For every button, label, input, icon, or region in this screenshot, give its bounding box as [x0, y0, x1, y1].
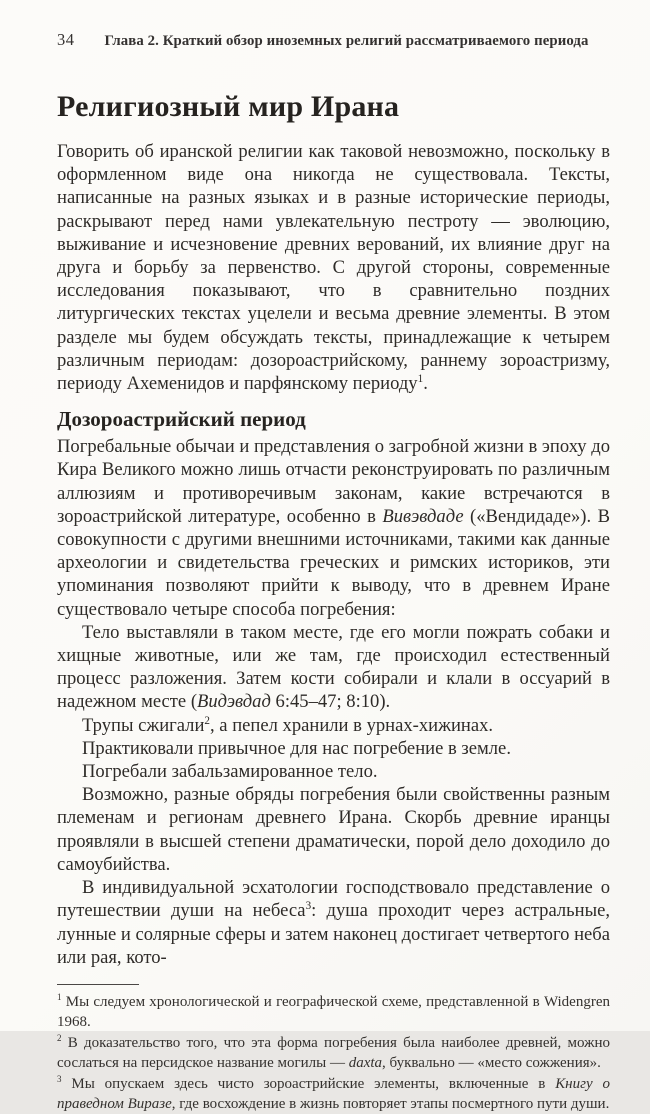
footnote-marker: 3 [57, 1073, 62, 1084]
italic-term: Видэвдад [197, 691, 271, 713]
text-run: , а пепел хранили в урнах-хижинах. [210, 714, 494, 736]
text-run: Погребали забальзамированное тело. [82, 761, 378, 783]
text-run: Мы опускаем здесь чисто зороастрийские элементы, включенные в [61, 1075, 556, 1092]
italic-term: Книгу о праведном Виразе [57, 1075, 610, 1112]
paragraph [57, 435, 610, 621]
italic-term: Вивэвдаде [382, 505, 464, 527]
paragraph [57, 621, 610, 714]
footnote-marker: 3 [305, 900, 312, 913]
running-head-title: Глава 2. Краткий обзор иноземных религий рассматриваемого периода [104, 33, 589, 49]
text-run: В доказательство того, что эта форма погребения была наиболее древней, можно сослаться на персидское название могилы — [57, 1034, 610, 1072]
paragraph [57, 760, 610, 783]
text-run: , буквально — «место сожжения». [382, 1055, 601, 1072]
footnote [57, 1074, 610, 1114]
text-run: («Вендидаде»). В совокупности с другими внешними источниками, такими как данные археологии и свидетельства греческих и римских историков, эти упоминания позволяют прийти к выводу, что в древнем Иране существовало четыре способа погребения: [57, 505, 610, 620]
text-run: 6:45–47; 8:10). [270, 691, 391, 713]
footnote-marker: 2 [204, 714, 210, 727]
text-run: Тело выставляли в таком месте, где его могли пожрать собаки и хищные животные, или же там, где происходил естественный процесс разложения. Затем кости собирали и клали в оссуарий в надежном месте ( [57, 621, 610, 713]
footnote-marker: 1 [57, 991, 62, 1002]
text-run: Возможно, разные обряды погребения были свойственны разным племенам и регионам древнего Ирана. Скорбь древние иранцы проявляли в высшей степени драматически, порой дело доходило до самоубийства. [57, 784, 610, 875]
footnote-marker: 1 [417, 372, 424, 385]
footnotes-section [57, 984, 610, 1114]
paragraph [57, 140, 610, 395]
page-number: 34 [57, 30, 75, 49]
text-run: , где восхождение в жизнь повторяет этапы посмертного пути души. [171, 1095, 610, 1112]
paragraph [57, 714, 610, 737]
running-header [57, 30, 610, 51]
page-title: Религиозный мир Ирана [57, 90, 400, 123]
text-run: Мы следуем хронологической и географической схеме, представленной в Widengren 1968. [57, 993, 610, 1031]
footnote-separator [57, 984, 139, 985]
text-run: В индивидуальной эсхатологии господствовало представление о путешествии души на небеса [57, 877, 610, 922]
italic-term: daxta [348, 1055, 383, 1072]
text-run: Практиковали привычное для нас погребение в земле. [82, 737, 511, 759]
paragraph [57, 783, 610, 876]
text-run: Говорить об иранской религии как таковой невозможно, поскольку в оформленном виде она никогда не существовала. Тексты, написанные на разных языках и в разные исторические периоды, раскрывают перед нами увлекательную пестроту — эволюцию, выживание и исчезновение древних верований, их влияние друг на друга и борьбу за первенство. С другой стороны, современные исследования показывают, что в сравнительно поздних литургических текстах уцелели и весьма древние элементы. В этом разделе мы будем обсуждать тексты, принадлежащие к четырем различным периодам: дозороастрийскому, раннему зороастризму, периоду Ахеменидов и парфянскому периоду [57, 141, 610, 395]
footnote-list [57, 992, 610, 1114]
text-run: Погребальные обычаи и представления о загробной жизни в эпоху до Кира Великого можно лишь отчасти реконструировать по различным аллюзиям и противоречивым законам, какие встречаются в зороастрийской литературе, особенно в [57, 436, 610, 527]
body-text [57, 140, 610, 969]
text-run: . [423, 373, 428, 395]
paragraph [57, 737, 610, 760]
text-run: : душа проходит через астральные, лунные и солярные сферы и затем наконец достигает четвертого неба или рая, кото- [57, 900, 610, 968]
footnote [57, 1033, 610, 1074]
section-heading: Дозороастрийский период [57, 407, 306, 432]
footnote [57, 992, 610, 1033]
footnote-marker: 2 [57, 1032, 62, 1043]
text-run: Трупы сжигали [82, 714, 205, 736]
paragraph [57, 876, 610, 969]
